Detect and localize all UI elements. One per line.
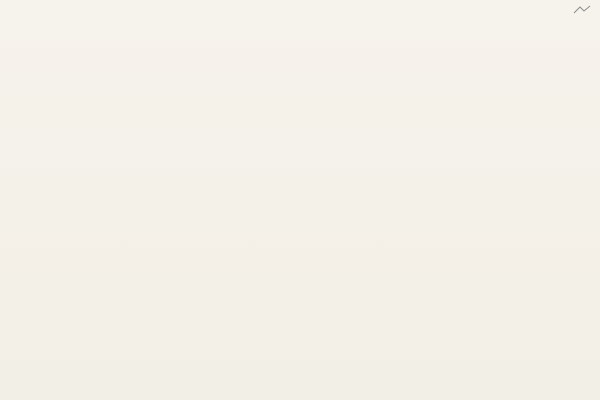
section-heading [50,264,550,277]
page-corner-mark [572,4,592,16]
